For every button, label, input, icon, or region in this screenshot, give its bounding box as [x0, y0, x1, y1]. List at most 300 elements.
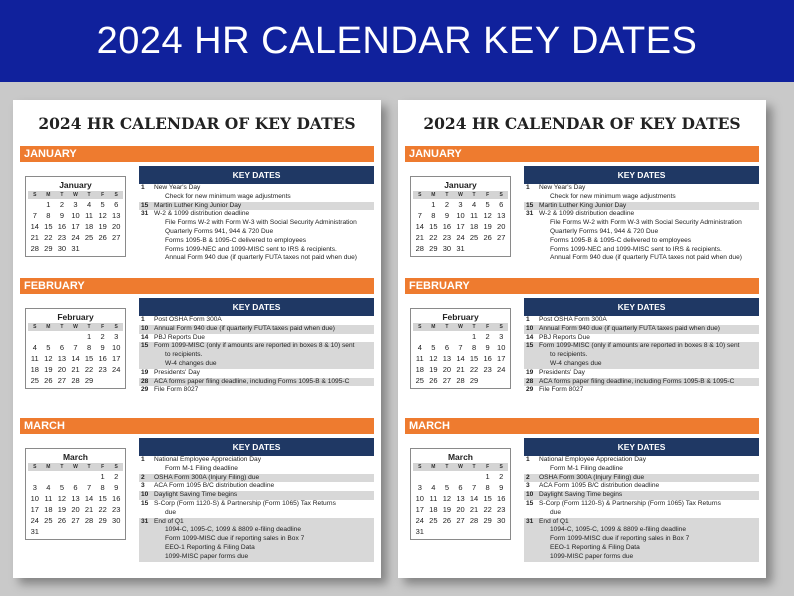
- calendar-day: 25: [429, 516, 438, 525]
- calendar-day: 13: [442, 354, 452, 363]
- weekday-header: T: [55, 191, 69, 199]
- key-date-line: Annual Form 940 due (if quarterly FUTA taxes paid when due): [154, 324, 335, 332]
- calendar-day: 17: [415, 505, 424, 514]
- key-date-description: [536, 334, 759, 343]
- calendar-day: 5: [444, 483, 449, 492]
- month-bar: JANUARY: [20, 146, 374, 162]
- key-date-line: Annual Form 940 due (if quarterly FUTA taxes not paid when due): [165, 254, 357, 262]
- key-date-day: 10: [526, 324, 534, 332]
- banner-title: 2024 HR CALENDAR KEY DATES: [0, 0, 794, 82]
- weekday-header: T: [55, 463, 69, 471]
- calendar-day: 28: [415, 244, 424, 253]
- key-date-line: W-2 & 1099 distribution deadline: [539, 210, 635, 218]
- calendar-day: 19: [483, 222, 492, 231]
- key-date-line: Post OSHA Form 300A: [154, 316, 222, 323]
- calendar-day: 7: [471, 483, 477, 492]
- month-bar: FEBRUARY: [405, 278, 759, 294]
- calendar-day: 29: [469, 376, 479, 385]
- calendar-day: 22: [84, 365, 94, 374]
- key-date-row: [139, 456, 374, 474]
- key-date-description: [151, 316, 374, 325]
- key-date-description: [151, 184, 374, 202]
- key-dates-header: KEY DATES: [524, 438, 759, 456]
- calendar-day: 13: [456, 494, 465, 503]
- key-date-row: [524, 202, 759, 211]
- calendar-day: 30: [497, 516, 506, 525]
- key-date-line: EEO-1 Reporting & Filing Data: [550, 543, 640, 551]
- calendar-day: 10: [415, 494, 424, 503]
- calendar-day: 10: [456, 211, 465, 220]
- calendar-day: 30: [57, 244, 67, 253]
- weekday-header: S: [413, 323, 427, 331]
- month-bar: MARCH: [20, 418, 374, 434]
- weekday-header: F: [96, 323, 110, 331]
- key-date-row: [524, 386, 759, 395]
- calendar-day: 14: [84, 494, 94, 503]
- calendar-day: 5: [46, 343, 51, 352]
- key-date-day: 1: [141, 184, 145, 191]
- key-date-row: [139, 500, 374, 518]
- month-section-january: [405, 146, 759, 276]
- key-date-description: [536, 518, 759, 562]
- key-date-description: [151, 378, 374, 387]
- key-date-line: Form 1099-MISC (only if amounts are reported in boxes 8 & 10) sent: [539, 342, 740, 350]
- calendar-day: 23: [98, 365, 107, 374]
- calendar-day: 21: [415, 233, 424, 242]
- calendar-day: 9: [100, 343, 105, 352]
- calendar-day: 14: [469, 494, 479, 503]
- calendar-day: [28, 331, 42, 342]
- calendar-day: 11: [30, 354, 39, 363]
- key-date-row: [139, 518, 374, 562]
- calendar-day: 14: [456, 354, 465, 363]
- calendar-day: 20: [71, 505, 80, 514]
- calendar-day: 12: [442, 494, 452, 503]
- calendar-day: 16: [483, 354, 492, 363]
- calendar-day: 26: [442, 516, 452, 525]
- calendar-day: [96, 526, 110, 537]
- key-date-day: 1: [141, 316, 145, 323]
- calendar-day: 15: [483, 494, 492, 503]
- calendar-day: 12: [429, 354, 438, 363]
- calendar-day: 22: [98, 505, 107, 514]
- calendar-day: [454, 471, 468, 482]
- key-date-description: [536, 482, 759, 491]
- key-date-row: [139, 378, 374, 387]
- calendar-day: 18: [84, 222, 94, 231]
- calendar-day: 20: [442, 365, 452, 374]
- weekday-header: S: [494, 323, 508, 331]
- calendar-day: [494, 526, 508, 537]
- mini-calendar-grid: [26, 323, 125, 388]
- key-date-row: [524, 369, 759, 378]
- key-date-line: Check for new minimum wage adjustments: [165, 192, 291, 200]
- calendar-day: 13: [497, 211, 506, 220]
- key-date-line: Check for new minimum wage adjustments: [550, 192, 676, 200]
- calendar-day: 14: [415, 222, 424, 231]
- weekday-header: M: [42, 323, 56, 331]
- key-date-row: [524, 184, 759, 202]
- calendar-day: [481, 375, 495, 386]
- key-date-line: ACA forms paper filing deadline, including Forms 1095-B & 1095-C: [154, 377, 350, 385]
- weekday-header: T: [440, 323, 454, 331]
- calendar-day: 21: [84, 505, 94, 514]
- calendar-day: 26: [57, 516, 67, 525]
- key-dates-table: [524, 438, 759, 562]
- mini-calendar-title: January: [59, 180, 92, 190]
- key-date-row: [139, 202, 374, 211]
- sheet-title: 2024 HR CALENDAR OF KEY DATES: [423, 114, 741, 133]
- key-date-line: ACA forms paper filing deadline, including Forms 1095-B & 1095-C: [539, 377, 735, 385]
- calendar-day: 23: [57, 233, 67, 242]
- weekday-header: S: [109, 463, 123, 471]
- key-date-description: [536, 491, 759, 500]
- calendar-day: [82, 526, 96, 537]
- calendar-day: 17: [456, 222, 465, 231]
- calendar-day: 20: [497, 222, 506, 231]
- key-date-row: [524, 316, 759, 325]
- calendar-day: 27: [456, 516, 465, 525]
- weekday-header: W: [454, 323, 468, 331]
- calendar-day: 12: [98, 211, 107, 220]
- calendar-day: [82, 243, 96, 254]
- key-date-day: 15: [141, 201, 149, 209]
- calendar-day: 9: [485, 343, 490, 352]
- calendar-day: 30: [112, 516, 121, 525]
- key-date-row: [524, 210, 759, 263]
- calendar-day: 3: [417, 483, 422, 492]
- calendar-day: 19: [429, 365, 438, 374]
- calendar-day: 29: [44, 244, 53, 253]
- key-date-row: [524, 456, 759, 474]
- calendar-day: 29: [84, 376, 94, 385]
- calendar-day: 28: [84, 516, 94, 525]
- weekday-header: W: [69, 191, 83, 199]
- weekday-header: S: [28, 463, 42, 471]
- key-date-description: [151, 386, 374, 395]
- key-date-line: ACA Form 1095 B/C distribution deadline: [539, 482, 660, 490]
- weekday-header: S: [413, 191, 427, 199]
- calendar-day: 1: [46, 200, 51, 209]
- mini-calendar-grid: [26, 191, 125, 256]
- key-date-row: [524, 342, 759, 368]
- key-date-line: EEO-1 Reporting & Filing Data: [165, 543, 255, 551]
- calendar-day: 27: [442, 376, 452, 385]
- weekday-header: W: [454, 463, 468, 471]
- key-date-description: [151, 474, 374, 483]
- key-date-line: New Year's Day: [154, 184, 201, 191]
- weekday-header: W: [69, 463, 83, 471]
- sheet-title: 2024 HR CALENDAR OF KEY DATES: [38, 114, 356, 133]
- key-date-day: 15: [526, 499, 534, 507]
- key-date-row: [524, 491, 759, 500]
- calendar-day: [55, 331, 69, 342]
- mini-calendar-title: February: [442, 312, 479, 322]
- calendar-day: 7: [73, 343, 78, 352]
- calendar-day: 16: [112, 494, 121, 503]
- calendar-day: 31: [456, 244, 465, 253]
- key-date-row: [139, 474, 374, 483]
- mini-calendar-grid: [26, 463, 125, 539]
- key-date-line: due: [165, 508, 177, 516]
- key-date-day: 31: [141, 517, 149, 525]
- calendar-day: [440, 331, 454, 342]
- key-date-day: 3: [141, 482, 145, 490]
- calendar-day: [467, 471, 481, 482]
- calendar-day: 25: [469, 233, 479, 242]
- calendar-day: 29: [429, 244, 438, 253]
- weekday-header: F: [96, 191, 110, 199]
- weekday-header: T: [55, 323, 69, 331]
- key-date-description: [536, 316, 759, 325]
- calendar-day: 20: [57, 365, 67, 374]
- key-date-line: File Forms W-2 with Form W-3 with Social Security Administration: [165, 219, 357, 227]
- key-date-row: [139, 316, 374, 325]
- calendar-day: 7: [32, 211, 37, 220]
- key-date-row: [524, 474, 759, 483]
- key-date-line: Daylight Saving Time begins: [539, 491, 623, 499]
- calendar-day: [82, 471, 96, 482]
- mini-calendar-title: March: [62, 452, 89, 462]
- calendar-day: [467, 243, 481, 254]
- calendar-day: 16: [442, 222, 452, 231]
- calendar-day: 7: [458, 343, 463, 352]
- mini-calendar: [25, 308, 126, 389]
- weekday-header: S: [109, 191, 123, 199]
- key-date-day: 19: [526, 368, 534, 376]
- mini-calendar: [410, 176, 511, 257]
- calendar-day: 22: [469, 365, 479, 374]
- key-date-line: to recipients.: [165, 351, 203, 359]
- calendar-day: 24: [456, 233, 465, 242]
- key-date-line: Annual Form 940 due (if quarterly FUTA taxes not paid when due): [550, 254, 742, 262]
- key-date-line: ACA Form 1095 B/C distribution deadline: [154, 482, 275, 490]
- key-date-row: [139, 386, 374, 395]
- calendar-day: 14: [71, 354, 80, 363]
- calendar-day: 9: [114, 483, 119, 492]
- calendar-day: 5: [59, 483, 64, 492]
- calendar-day: 4: [46, 483, 51, 492]
- calendar-day: 24: [112, 365, 121, 374]
- calendar-day: [494, 243, 508, 254]
- key-date-description: [151, 342, 374, 368]
- key-date-line: Presidents' Day: [154, 368, 200, 376]
- key-date-line: S-Corp (Form 1120-S) & Partnership (Form 1065) Tax Returns: [539, 499, 721, 507]
- calendar-sheet-left: [13, 100, 381, 578]
- calendar-day: 6: [59, 343, 64, 352]
- calendar-day: 28: [30, 244, 39, 253]
- month-bar: FEBRUARY: [20, 278, 374, 294]
- key-date-line: Form M-1 Filing deadline: [550, 464, 623, 472]
- calendar-day: 21: [469, 505, 479, 514]
- key-date-line: Post OSHA Form 300A: [539, 316, 607, 323]
- calendar-day: 24: [415, 516, 424, 525]
- calendar-day: 5: [485, 200, 490, 209]
- weekday-header: S: [109, 323, 123, 331]
- calendar-day: 7: [417, 211, 422, 220]
- weekday-header: W: [454, 191, 468, 199]
- calendar-day: 23: [483, 365, 492, 374]
- key-date-day: 1: [526, 316, 530, 323]
- calendar-day: [69, 471, 83, 482]
- weekday-header: S: [28, 323, 42, 331]
- calendar-day: 15: [84, 354, 94, 363]
- key-date-line: 1099-MISC paper forms due: [165, 552, 249, 560]
- calendar-day: 4: [417, 343, 422, 352]
- key-date-day: 31: [526, 210, 534, 218]
- calendar-day: 26: [44, 376, 53, 385]
- key-date-row: [139, 325, 374, 334]
- key-date-description: [151, 334, 374, 343]
- key-date-line: End of Q1: [154, 517, 184, 525]
- key-date-line: Quarterly Forms 941, 944 & 720 Due: [550, 227, 659, 235]
- key-dates-table: [524, 166, 759, 263]
- key-date-day: 10: [526, 491, 534, 499]
- key-date-line: Form 1099-MISC (only if amounts are reported in boxes 8 & 10) sent: [154, 342, 355, 350]
- key-date-line: 1094-C, 1095-C, 1099 & 8809 e-filing deadline: [550, 526, 686, 534]
- key-date-description: [151, 210, 374, 263]
- key-date-day: 29: [141, 386, 149, 394]
- month-section-february: [20, 278, 374, 408]
- key-date-line: National Employee Appreciation Day: [539, 456, 647, 463]
- key-date-line: 1099-MISC paper forms due: [550, 552, 634, 560]
- calendar-day: 4: [32, 343, 37, 352]
- calendar-day: 17: [71, 222, 80, 231]
- mini-calendar-title: March: [447, 452, 474, 462]
- calendar-day: 22: [44, 233, 53, 242]
- calendar-day: 3: [114, 332, 119, 341]
- calendar-day: 8: [471, 343, 477, 352]
- key-date-line: Martin Luther King Junior Day: [154, 201, 242, 209]
- key-date-day: 28: [526, 377, 534, 385]
- calendar-day: 19: [44, 365, 53, 374]
- weekday-header: M: [42, 191, 56, 199]
- key-date-line: Form M-1 Filing deadline: [165, 464, 238, 472]
- key-date-day: 10: [141, 324, 149, 332]
- calendar-day: 2: [100, 332, 105, 341]
- calendar-day: [96, 243, 110, 254]
- calendar-day: [481, 243, 495, 254]
- weekday-header: T: [467, 463, 481, 471]
- calendar-day: 20: [456, 505, 465, 514]
- calendar-day: 12: [483, 211, 492, 220]
- calendar-day: 19: [98, 222, 107, 231]
- key-date-line: File Form 8027: [154, 386, 199, 394]
- calendar-day: 21: [456, 365, 465, 374]
- key-date-line: Presidents' Day: [539, 368, 585, 376]
- calendar-day: 6: [444, 343, 449, 352]
- calendar-day: 9: [444, 211, 449, 220]
- key-date-line: Form 1099-MISC due if reporting sales in Box 7: [165, 535, 305, 543]
- key-date-day: 1: [526, 456, 530, 463]
- calendar-day: 11: [44, 494, 53, 503]
- calendar-day: 1: [471, 332, 477, 341]
- key-date-row: [139, 334, 374, 343]
- calendar-day: 19: [442, 505, 452, 514]
- calendar-day: [427, 471, 441, 482]
- calendar-day: 26: [483, 233, 492, 242]
- calendar-day: 25: [415, 376, 424, 385]
- calendar-day: [454, 526, 468, 537]
- key-date-line: File Form 8027: [539, 386, 584, 394]
- key-date-day: 14: [141, 333, 149, 341]
- weekday-header: W: [69, 323, 83, 331]
- weekday-header: T: [82, 191, 96, 199]
- key-date-day: 28: [141, 377, 149, 385]
- key-dates-header: KEY DATES: [524, 166, 759, 184]
- calendar-day: 22: [429, 233, 438, 242]
- weekday-header: F: [96, 463, 110, 471]
- calendar-day: 20: [112, 222, 121, 231]
- key-date-description: [151, 202, 374, 211]
- calendar-day: [55, 471, 69, 482]
- key-date-line: Forms 1099-NEC and 1099-MISC sent to IRS & recipients.: [550, 245, 722, 253]
- calendar-day: 23: [112, 505, 121, 514]
- key-date-description: [151, 369, 374, 378]
- calendar-day: [109, 243, 123, 254]
- key-date-description: [536, 474, 759, 483]
- month-section-march: [405, 418, 759, 560]
- mini-calendar: [410, 308, 511, 389]
- weekday-header: M: [427, 463, 441, 471]
- calendar-day: [494, 375, 508, 386]
- key-date-day: 19: [141, 368, 149, 376]
- key-dates-header: KEY DATES: [139, 438, 374, 456]
- key-date-day: 10: [141, 491, 149, 499]
- calendar-day: 9: [59, 211, 64, 220]
- calendar-day: 19: [57, 505, 67, 514]
- weekday-header: F: [481, 323, 495, 331]
- calendar-day: [440, 471, 454, 482]
- calendar-day: 2: [59, 200, 64, 209]
- key-date-row: [139, 184, 374, 202]
- weekday-header: S: [28, 191, 42, 199]
- key-date-day: 31: [526, 517, 534, 525]
- key-date-description: [151, 325, 374, 334]
- weekday-header: T: [82, 323, 96, 331]
- key-date-line: End of Q1: [539, 517, 569, 525]
- key-date-day: 14: [526, 333, 534, 341]
- calendar-day: 2: [499, 472, 504, 481]
- calendar-day: 8: [86, 343, 92, 352]
- calendar-day: 15: [98, 494, 107, 503]
- mini-calendar: [25, 448, 126, 540]
- key-date-description: [536, 184, 759, 202]
- calendar-day: 2: [485, 332, 490, 341]
- calendar-day: 1: [431, 200, 436, 209]
- calendar-day: 30: [442, 244, 452, 253]
- calendar-day: 10: [71, 211, 80, 220]
- key-date-line: Quarterly Forms 941, 944 & 720 Due: [165, 227, 274, 235]
- calendar-day: [55, 526, 69, 537]
- calendar-day: 5: [100, 200, 105, 209]
- calendar-day: 12: [44, 354, 53, 363]
- weekday-header: S: [413, 463, 427, 471]
- key-date-row: [139, 342, 374, 368]
- calendar-day: 2: [114, 472, 119, 481]
- calendar-day: 4: [471, 200, 477, 209]
- month-bar: MARCH: [405, 418, 759, 434]
- calendar-day: [413, 331, 427, 342]
- calendar-day: 27: [57, 376, 67, 385]
- calendar-day: 23: [442, 233, 452, 242]
- calendar-day: 25: [84, 233, 94, 242]
- key-date-line: W-2 & 1099 distribution deadline: [154, 210, 250, 218]
- calendar-day: [42, 331, 56, 342]
- calendar-day: 17: [112, 354, 121, 363]
- calendar-day: 6: [73, 483, 78, 492]
- calendar-day: [467, 526, 481, 537]
